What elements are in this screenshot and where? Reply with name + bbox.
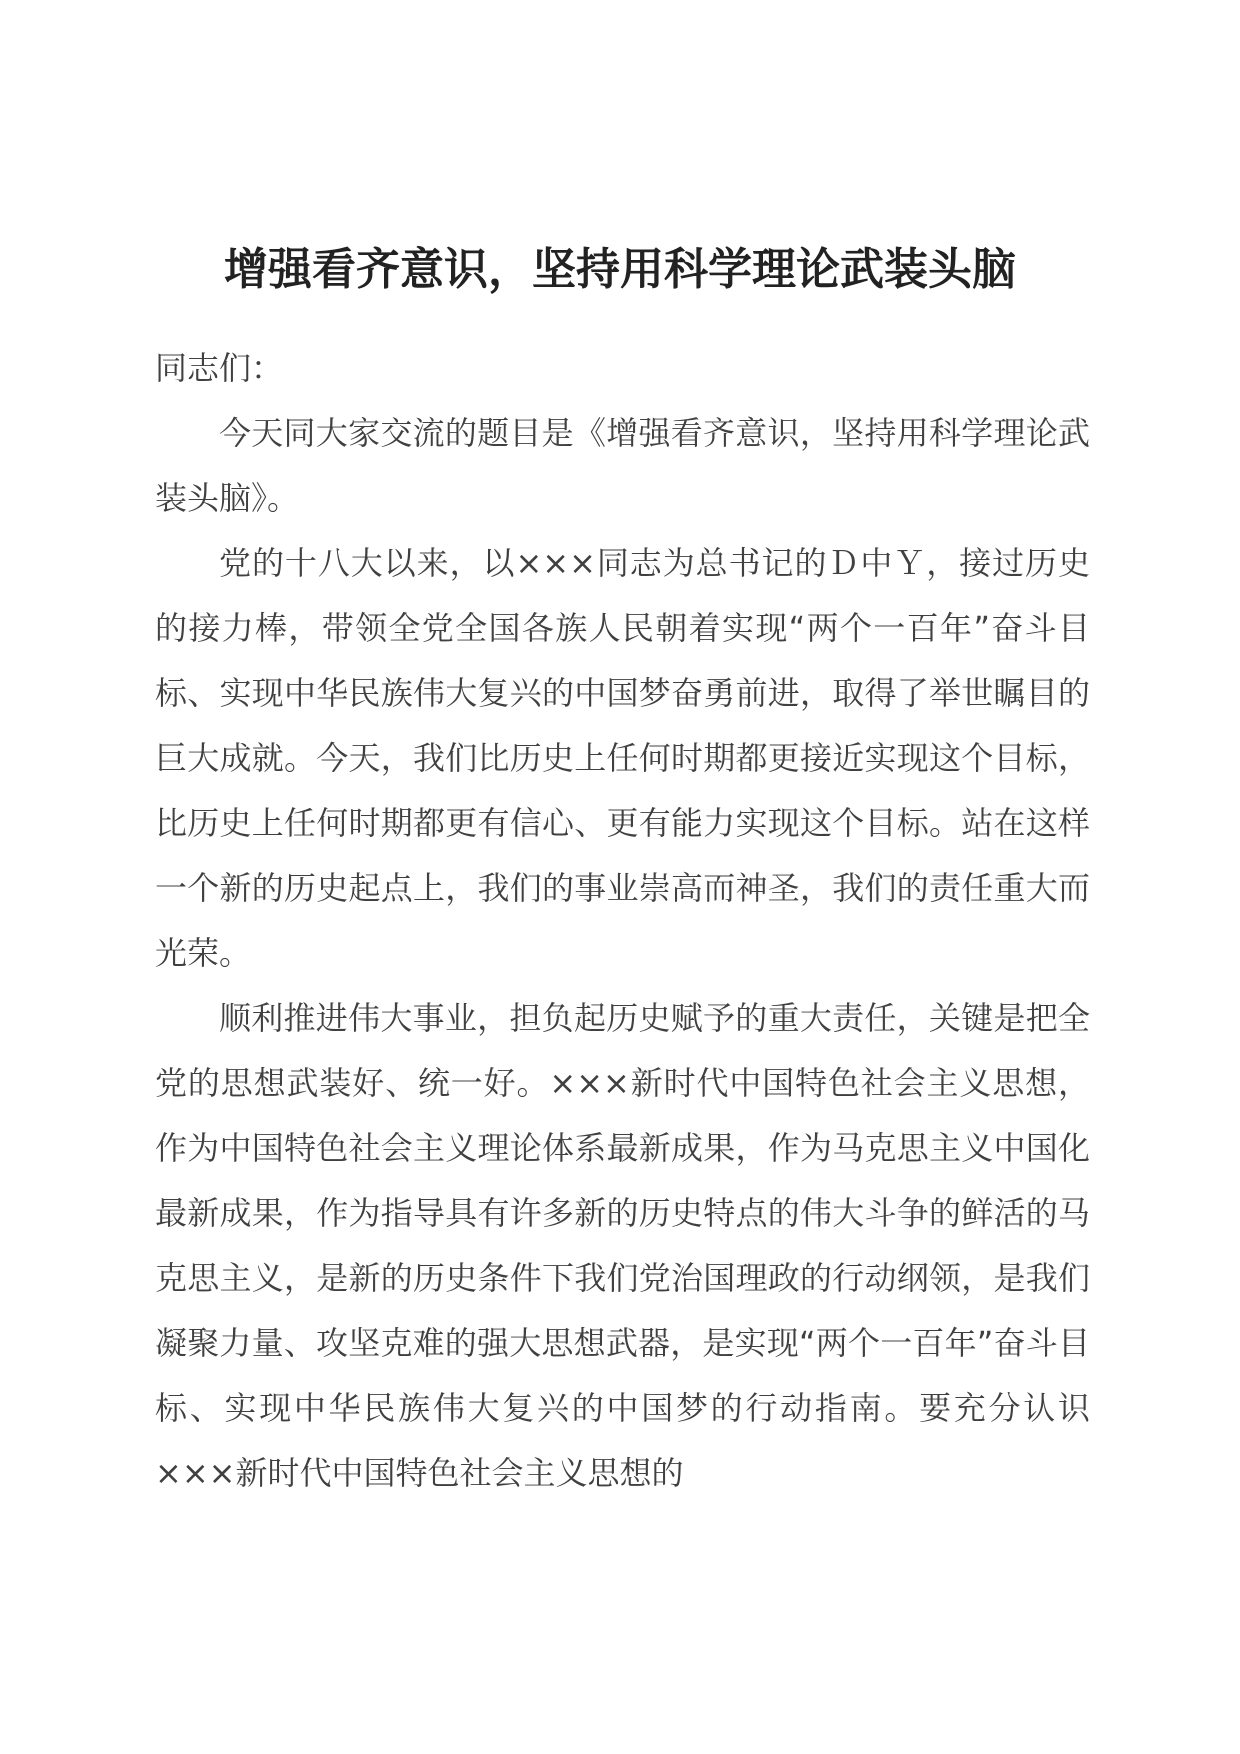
document-body xyxy=(155,336,1090,1506)
paragraph-achievements: 党的十八大以来，以×××同志为总书记的Ｄ中Ｙ，接过历史的接力棒，带领全党全国各族人民朝着实现“两个一百年”奋斗目标、实现中华民族伟大复兴的中国梦奋勇前进，取得了举世瞩目的巨大成就。今天，我们比历史上任何时期都更接近实现这个目标，比历史上任何时期都更有信心、更有能力实现这个目标。站在这样一个新的历史起点上，我们的事业崇高而神圣，我们的责任重大而光荣。 xyxy=(155,544,1090,972)
paragraph-intro: 今天同大家交流的题目是《增强看齐意识，坚持用科学理论武装头脑》。 xyxy=(155,414,1090,517)
paragraph-thought: 顺利推进伟大事业，担负起历史赋予的重大责任，关键是把全党的思想武装好、统一好。×××新时代中国特色社会主义思想，作为中国特色社会主义理论体系最新成果，作为马克思主义中国化最新成果，作为指导具有许多新的历史特点的伟大斗争的鲜活的马克思主义，是新的历史条件下我们党治国理政的行动纲领，是我们凝聚力量、攻坚克难的强大思想武器，是实现“两个一百年”奋斗目标、实现中华民族伟大复兴的中国梦的行动指南。要充分认识×××新时代中国特色社会主义思想的 xyxy=(155,999,1090,1492)
document-title: 增强看齐意识，坚持用科学理论武装头脑 xyxy=(224,244,1016,295)
salutation: 同志们： xyxy=(155,349,284,387)
